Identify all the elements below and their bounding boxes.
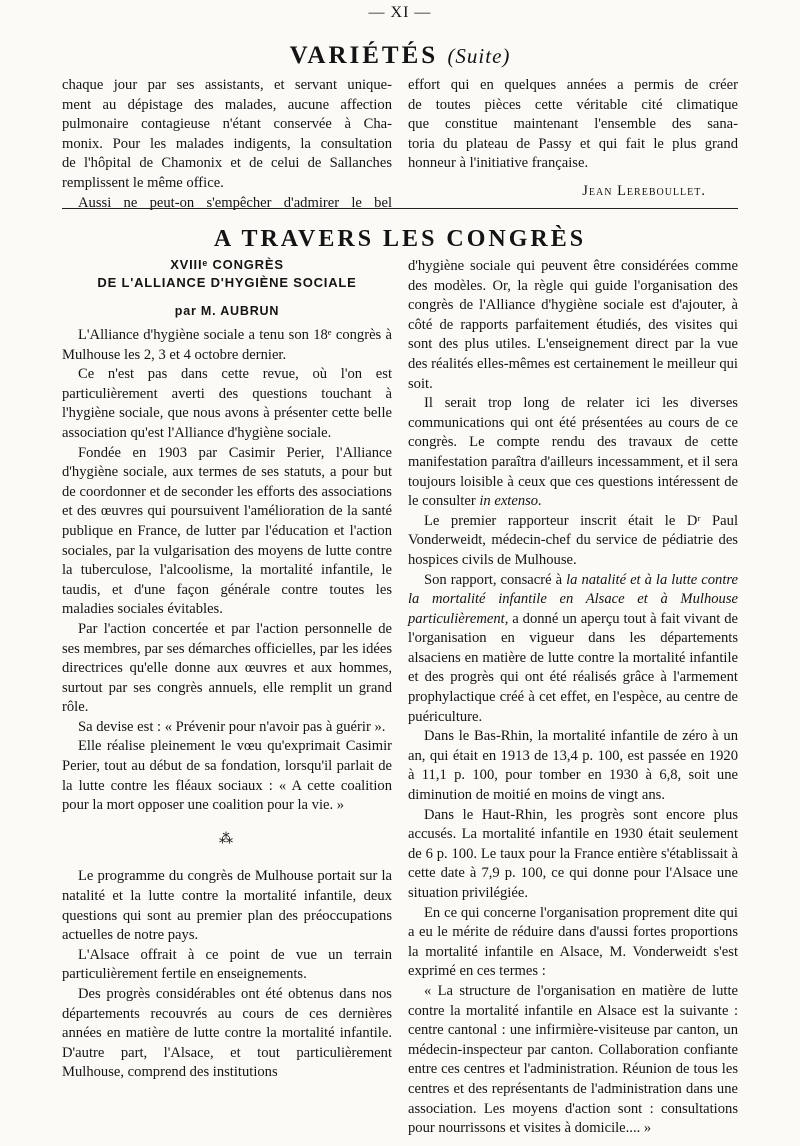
article-right-column (408, 257, 738, 1139)
text-line: de l'hôpital de Chamonix et de celui de Sallanches (62, 155, 392, 172)
paragraph-italic: in extenso. (479, 493, 542, 510)
text-line: monix. Pour les malades indigents, la consultation (62, 135, 392, 152)
section-divider (62, 208, 738, 209)
section-suffix: (Suite) (447, 44, 511, 68)
paragraph: Le premier rapporteur inscrit était le Dʳ Paul Vonderweidt, médecin-chef du service de pédiatrie des hospices civils de Mulhouse. (408, 512, 738, 568)
paragraph: Dans le Bas-Rhin, la mortalité infantile de zéro à un an, qui était en 1913 de 13,4 p. 100, est passée en 1920 à 11,1 p. 100, pour tomber en 1930 à 6,8, soit une diminution de moitié en moins de vingt ans. (408, 728, 738, 804)
paragraph: L'Alliance d'hygiène sociale a tenu son 18ᵉ congrès à Mulhouse les 2, 3 et 4 octobre dernier. (62, 327, 392, 363)
text-line: toria du plateau de Passy et qui fait le plus grand (408, 135, 738, 152)
article-heading (62, 256, 392, 320)
paragraph: Fondée en 1903 par Casimir Perier, l'Alliance d'hygiène sociale, aux termes de ses statuts, a pour but de coordonner et de seconder les efforts des associations et des œuvres qui poursuivent l'amélioration de la santé publique en France, de lutter par l'éducation et l'action sociales, par la vulgarisation des moyens de lutte contre la tuberculose, l'alcoolisme, la mortalité infantile, le taudis, et d'une façon générale contre toutes les maladies sociales évitables. (62, 444, 392, 618)
section-name: VARIÉTÉS (289, 42, 439, 69)
paragraph: d'hygiène sociale qui peuvent être considérées comme des modèles. Or, la règle qui guide l'organisation des congrès de l'Alliance d'hygiène sociale est d'ajouter, à côté de rapports parfaitement étudiés, des visites qui sont des plus utiles. L'enseignement direct par la vue des réalités elles-mêmes est certainement le meilleur qui soit. (408, 258, 738, 392)
text-line: honneur à l'initiative française. (408, 155, 589, 172)
paragraph: L'Alsace offrait à ce point de vue un terrain particulièrement fertile en enseignements. (62, 946, 392, 983)
article-heading-line1: XVIIIᵉ CONGRÈS (170, 257, 284, 272)
paragraph: « La structure de l'organisation en matière de lutte contre la mortalité infantile en Alsace est la suivante : centre cantonal : une infirmière-visiteuse par canton, un médecin-inspecteur par canton. Collaboration confiante entre ces centres et l'administration. Réunion de tous les centres et des représentants de l'administration dans une association. Les moyens d'action sont : consultations pour nourrissons et visites à domicile.... » (408, 982, 738, 1137)
continuation-left-column (62, 76, 392, 213)
paragraph-text: Son rapport, consacré à (424, 571, 563, 588)
text-line: chaque jour par ses assistants, et servant unique- (62, 77, 392, 93)
asterism-separator: ⁂ (219, 831, 235, 847)
paragraph: Dans le Haut-Rhin, les progrès sont encore plus accusés. La mortalité infantile en 1930 était seulement de 6 p. 100. Le taux pour la France entière s'établissait à cette date à 7,9 p. 100, ce qui donne pour l'Alsace une situation privilégiée. (408, 806, 738, 901)
text-line: que constitue maintenant l'ensemble des sana- (408, 116, 738, 133)
paragraph-text: a donné un aperçu tout à fait vivant de l'organisation en vigueur dans les départements alsaciens en matière de lutte contre la mortalité infantile et des progrès qui ont été réalisés grâce à l'armement prophylactique créé à cet effet, en l'espèce, au centre de puériculture. (408, 610, 738, 725)
paragraph (408, 394, 738, 512)
paragraph: En ce qui concerne l'organisation proprement dite qui a eu le mérite de réduire dans d'aussi fortes proportions la mortalité infantile en Alsace, M. Vonderweidt s'est exprimé en ces termes : (408, 904, 738, 980)
paragraph (408, 571, 738, 728)
paragraph: Par l'action concertée et par l'action personnelle de ses membres, par ses démarches officielles, par les idées directrices qu'elle donne aux œuvres et aux hommes, surtout par ses congrès annuels, elle remplit un grand rôle. (62, 620, 392, 716)
running-head (0, 42, 800, 70)
continuation-right-column (408, 76, 738, 174)
author-signature: Jean Lereboullet. (582, 183, 706, 199)
section-title: A TRAVERS LES CONGRÈS (213, 226, 587, 252)
article-byline: par M. AUBRUN (174, 304, 280, 318)
paragraph: Des progrès considérables ont été obtenus dans nos départements recouvrés au cours de ces dernières années en matière de lutte contre la mortalité infantile. D'autre part, l'Alsace, et tout particulièrement Mulhouse, comprend des institutions (62, 986, 392, 1081)
text-line: effort qui en quelques années a permis de créer (408, 77, 738, 93)
article-left-column (62, 326, 392, 1083)
paragraph: Ce n'est pas dans cette revue, où l'on est particulièrement averti des questions touchant à l'hygiène sociale, que nous avons à présenter cette belle association qu'est l'Alliance d'hygiène sociale. (62, 366, 392, 441)
article-heading-line2: DE L'ALLIANCE D'HYGIÈNE SOCIALE (97, 275, 357, 290)
text-line: ment au dépistage des malades, aucune affection (62, 96, 392, 113)
text-line: de toutes pièces cette véritable cité climatique (408, 96, 738, 113)
paragraph: Sa devise est : « Prévenir pour n'avoir pas à guérir ». (78, 718, 386, 735)
paragraph-italic: la natalité et à la lutte contre la mortalité infantile en Alsace et à Mulhouse particulièrement, (408, 571, 738, 627)
paragraph: Le programme du congrès de Mulhouse portait sur la natalité et la lutte contre la mortalité infantile, deux questions qui sont au premier plan des préoccupations actuelles de notre pays. (62, 868, 392, 944)
paragraph: Elle réalise pleinement le vœu qu'exprimait Casimir Perier, tout au début de sa fondation, lorsqu'il parlait de la lutte contre les fléaux sociaux : « A cette coalition pour la mort opposer une coalition pour la vie. » (62, 738, 392, 814)
text-line: remplissent le même office. (62, 174, 224, 191)
page-number: — XI — (368, 4, 432, 21)
text-line: pulmonaire contagieuse n'étant conservée à Cha- (62, 116, 392, 133)
paragraph-text: Il serait trop long de relater ici les diverses communications qui ont été présentées au cours de ce congrès. Le compte rendu des travaux de cette manifestation paraîtra d'ailleurs incessamment, et il sera toujours loisible à ceux que ces questions intéressent de le consulter (408, 395, 738, 510)
text-line: Aussi ne peut-on s'empêcher d'admirer le bel (78, 194, 392, 211)
